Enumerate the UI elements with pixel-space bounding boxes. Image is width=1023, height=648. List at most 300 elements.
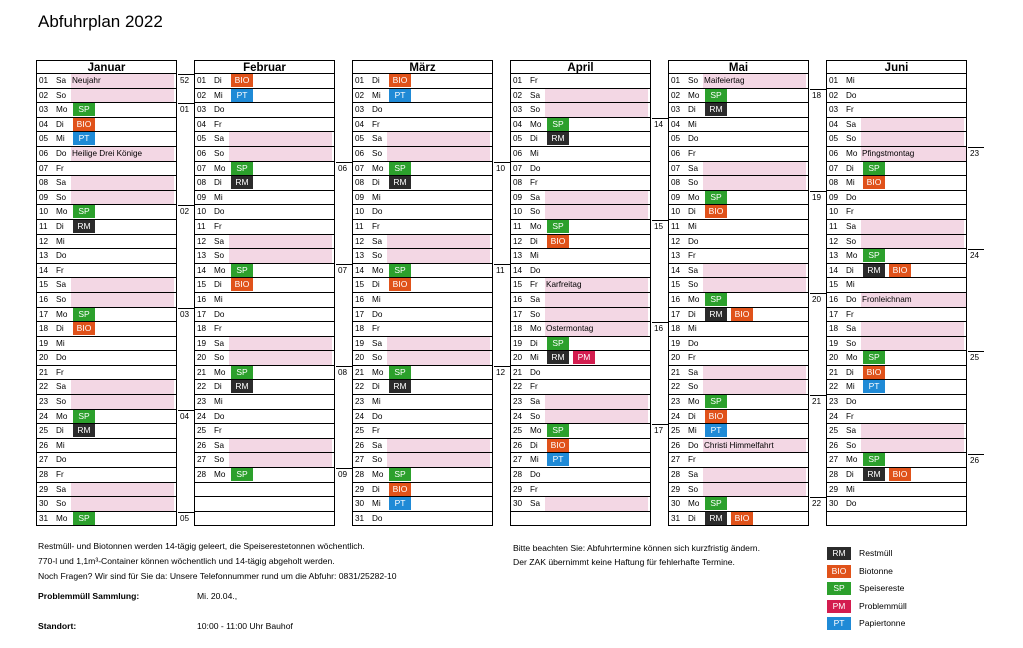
weekday: So xyxy=(372,455,383,465)
badge-bio: BIO xyxy=(863,366,885,379)
badge-sp: SP xyxy=(547,118,569,131)
day-row xyxy=(826,293,967,308)
weekday: Di xyxy=(56,221,64,231)
badge-pt: PT xyxy=(389,497,411,510)
weekday: Mi xyxy=(214,90,223,100)
day-row xyxy=(194,162,335,177)
weekday: Do xyxy=(530,265,541,275)
weekday: Sa xyxy=(688,367,699,377)
weekday: Sa xyxy=(214,440,225,450)
weekday: Sa xyxy=(530,192,541,202)
day-number: 20 xyxy=(355,353,365,363)
weekday: Do xyxy=(214,309,225,319)
weekday: Mi xyxy=(688,324,697,334)
day-number: 16 xyxy=(829,294,839,304)
day-row xyxy=(352,308,493,323)
badge-sp: SP xyxy=(827,582,851,595)
day-number: 05 xyxy=(513,134,523,144)
day-row xyxy=(510,497,651,512)
day-row xyxy=(668,380,809,395)
month-mai xyxy=(668,60,809,526)
day-row xyxy=(194,191,335,206)
day-number: 18 xyxy=(197,324,207,334)
weekday: Mo xyxy=(846,251,858,261)
badge-bio: BIO xyxy=(889,468,911,481)
weekend-shade xyxy=(703,468,806,482)
weekend-shade xyxy=(387,439,490,453)
weekend-shade xyxy=(861,439,964,453)
week-number: 03 xyxy=(180,309,190,319)
weekday: Di xyxy=(846,470,854,480)
badge-bio: BIO xyxy=(231,278,253,291)
badge-bio: BIO xyxy=(73,118,95,131)
month-header: Juni xyxy=(826,60,967,74)
badge-sp: SP xyxy=(231,264,253,277)
weekday: Mo xyxy=(846,148,858,158)
day-row xyxy=(668,483,809,498)
day-row xyxy=(352,468,493,483)
day-number: 01 xyxy=(197,76,207,85)
day-number: 06 xyxy=(197,148,207,158)
badge-bio: BIO xyxy=(547,235,569,248)
weekday: Mi xyxy=(688,426,697,436)
badge-sp: SP xyxy=(547,337,569,350)
day-number: 23 xyxy=(355,397,365,407)
day-row xyxy=(510,264,651,279)
day-row xyxy=(36,512,177,527)
weekday: Di xyxy=(372,280,380,290)
day-number: 17 xyxy=(197,309,207,319)
day-number: 27 xyxy=(671,455,681,465)
day-number: 14 xyxy=(513,265,523,275)
day-number: 24 xyxy=(829,411,839,421)
day-row xyxy=(510,249,651,264)
day-number: 20 xyxy=(197,353,207,363)
weekday: Mo xyxy=(372,265,384,275)
badge-rm: RM xyxy=(73,424,95,437)
day-number: 21 xyxy=(39,367,49,377)
day-number: 10 xyxy=(355,207,365,217)
empty-row xyxy=(194,483,335,498)
holiday-name: Ostermontag xyxy=(546,324,594,334)
day-row xyxy=(36,205,177,220)
badge-sp: SP xyxy=(863,162,885,175)
badge-bio: BIO xyxy=(231,74,253,87)
day-row xyxy=(668,162,809,177)
week-number: 12 xyxy=(496,368,506,377)
weekday: Di xyxy=(846,367,854,377)
holiday-name: Heilige Drei Könige xyxy=(72,148,143,158)
day-row xyxy=(510,453,651,468)
day-number: 18 xyxy=(829,324,839,334)
badge-sp: SP xyxy=(73,103,95,116)
weekday: So xyxy=(214,455,225,465)
weekday: Do xyxy=(56,353,67,363)
day-number: 20 xyxy=(829,353,839,363)
day-row xyxy=(352,162,493,177)
day-number: 20 xyxy=(513,353,523,363)
day-number: 03 xyxy=(39,105,49,115)
day-row xyxy=(826,366,967,381)
day-row xyxy=(352,176,493,191)
day-number: 19 xyxy=(513,338,523,348)
weekday: Mi xyxy=(846,382,855,392)
day-number: 23 xyxy=(671,397,681,407)
day-number: 16 xyxy=(39,294,49,304)
weekday: Do xyxy=(372,207,383,217)
day-row xyxy=(510,89,651,104)
weekend-shade xyxy=(703,483,806,497)
day-row xyxy=(194,235,335,250)
day-row xyxy=(668,89,809,104)
day-number: 13 xyxy=(355,251,365,261)
day-number: 10 xyxy=(39,207,49,217)
weekday: Di xyxy=(372,76,380,85)
weekday: Mi xyxy=(846,280,855,290)
weekend-shade xyxy=(71,293,174,307)
weekday: So xyxy=(846,236,857,246)
weekend-shade xyxy=(387,337,490,351)
badge-sp: SP xyxy=(73,205,95,218)
badge-pt: PT xyxy=(705,424,727,437)
weekday: So xyxy=(846,338,857,348)
week-number: 06 xyxy=(338,163,348,173)
day-row xyxy=(36,220,177,235)
badge-rm: RM xyxy=(547,132,569,145)
day-row xyxy=(352,483,493,498)
day-row xyxy=(510,380,651,395)
day-number: 29 xyxy=(829,484,839,494)
day-row xyxy=(36,249,177,264)
day-number: 05 xyxy=(197,134,207,144)
day-row xyxy=(826,162,967,177)
weekday: Fr xyxy=(530,280,538,290)
problem-label: Problemmüll Sammlung: xyxy=(38,591,140,601)
day-row xyxy=(510,176,651,191)
day-row xyxy=(826,453,967,468)
day-row xyxy=(194,147,335,162)
day-number: 13 xyxy=(197,251,207,261)
week-divider xyxy=(178,74,194,75)
day-row xyxy=(826,468,967,483)
day-number: 23 xyxy=(829,397,839,407)
day-number: 25 xyxy=(197,426,207,436)
weekday: So xyxy=(56,499,67,509)
day-number: 04 xyxy=(197,119,207,129)
day-row xyxy=(510,468,651,483)
weekday: Mo xyxy=(688,499,700,509)
day-row xyxy=(194,453,335,468)
weekday: Mi xyxy=(372,294,381,304)
day-number: 03 xyxy=(829,105,839,115)
badge-sp: SP xyxy=(547,220,569,233)
weekend-shade xyxy=(71,176,174,190)
day-number: 13 xyxy=(513,251,523,261)
week-divider xyxy=(652,118,668,119)
day-number: 06 xyxy=(513,148,523,158)
weekday: Fr xyxy=(688,353,696,363)
day-row xyxy=(352,147,493,162)
weekday: Di xyxy=(372,382,380,392)
weekday: So xyxy=(214,353,225,363)
weekday: Sa xyxy=(846,221,857,231)
day-row xyxy=(352,380,493,395)
day-row xyxy=(194,176,335,191)
day-number: 01 xyxy=(513,76,523,85)
weekday: Mo xyxy=(530,119,542,129)
weekday: Di xyxy=(530,236,538,246)
day-number: 19 xyxy=(671,338,681,348)
month-april xyxy=(510,60,651,526)
weekday: Di xyxy=(530,440,538,450)
day-number: 12 xyxy=(197,236,207,246)
day-row xyxy=(826,483,967,498)
day-number: 12 xyxy=(671,236,681,246)
day-row xyxy=(36,191,177,206)
weekday: Do xyxy=(846,499,857,509)
day-number: 24 xyxy=(197,411,207,421)
weekend-shade xyxy=(387,249,490,263)
week-number: 23 xyxy=(970,149,980,158)
day-number: 09 xyxy=(355,192,365,202)
day-number: 19 xyxy=(829,338,839,348)
day-row xyxy=(668,308,809,323)
day-number: 26 xyxy=(829,440,839,450)
weekday: Do xyxy=(846,90,857,100)
weekday: Mi xyxy=(56,338,65,348)
week-number: 21 xyxy=(812,397,822,407)
weekday: So xyxy=(372,251,383,261)
day-number: 14 xyxy=(829,265,839,275)
day-number: 15 xyxy=(355,280,365,290)
week-divider xyxy=(968,249,984,250)
weekday: Do xyxy=(372,309,383,319)
weekday: Fr xyxy=(530,484,538,494)
day-number: 31 xyxy=(671,513,681,523)
day-number: 05 xyxy=(671,134,681,144)
badge-bio: BIO xyxy=(889,264,911,277)
badge-sp: SP xyxy=(389,366,411,379)
note-line-1: Bitte beachten Sie: Abfuhrtermine können sich kurzfristig ändern. xyxy=(513,543,760,553)
day-number: 25 xyxy=(513,426,523,436)
day-row xyxy=(668,147,809,162)
week-divider xyxy=(178,512,194,513)
day-number: 25 xyxy=(39,426,49,436)
weekend-shade xyxy=(703,264,806,278)
weekday: Mo xyxy=(688,90,700,100)
day-row xyxy=(668,278,809,293)
day-row xyxy=(826,249,967,264)
day-number: 09 xyxy=(197,192,207,202)
weekend-shade xyxy=(861,322,964,336)
day-number: 16 xyxy=(197,294,207,304)
week-number: 07 xyxy=(338,265,348,275)
day-row xyxy=(826,235,967,250)
weekday: Mi xyxy=(688,221,697,231)
weekend-shade xyxy=(229,132,332,146)
weekday: Sa xyxy=(846,324,857,334)
day-row xyxy=(668,220,809,235)
weekday: Di xyxy=(214,76,222,85)
day-row xyxy=(826,497,967,512)
day-number: 26 xyxy=(513,440,523,450)
weekday: Fr xyxy=(56,367,64,377)
day-number: 31 xyxy=(39,513,49,523)
day-row xyxy=(826,337,967,352)
badge-sp: SP xyxy=(231,366,253,379)
week-number: 15 xyxy=(654,222,664,231)
week-number: 26 xyxy=(970,455,980,465)
day-row xyxy=(352,191,493,206)
day-number: 18 xyxy=(513,324,523,334)
weekend-shade xyxy=(545,308,648,322)
day-row xyxy=(510,205,651,220)
weekday: Fr xyxy=(530,382,538,392)
day-row xyxy=(194,103,335,118)
day-row xyxy=(668,264,809,279)
weekend-shade xyxy=(703,162,806,176)
day-number: 21 xyxy=(671,367,681,377)
day-number: 03 xyxy=(513,105,523,115)
weekday: Do xyxy=(688,134,699,144)
weekday: Di xyxy=(56,324,64,334)
day-number: 14 xyxy=(671,265,681,275)
badge-bio: BIO xyxy=(705,410,727,423)
day-number: 16 xyxy=(355,294,365,304)
day-number: 26 xyxy=(671,440,681,450)
day-number: 27 xyxy=(39,455,49,465)
day-number: 15 xyxy=(39,280,49,290)
day-number: 07 xyxy=(355,163,365,173)
empty-row xyxy=(194,497,335,512)
week-number: 25 xyxy=(970,353,980,363)
month-header: Januar xyxy=(36,60,177,74)
weekday: Mo xyxy=(530,426,542,436)
weekday: Mo xyxy=(846,455,858,465)
badge-bio: BIO xyxy=(705,205,727,218)
weekend-shade xyxy=(545,103,648,117)
weekday: Sa xyxy=(56,178,67,188)
day-number: 24 xyxy=(39,411,49,421)
day-number: 29 xyxy=(39,484,49,494)
day-row xyxy=(194,89,335,104)
day-number: 02 xyxy=(671,90,681,100)
badge-bio: BIO xyxy=(389,483,411,496)
standort-value: 10:00 - 11:00 Uhr Bauhof xyxy=(197,621,293,631)
weekday: Mo xyxy=(530,324,542,334)
day-number: 04 xyxy=(39,119,49,129)
holiday-name: Maifeiertag xyxy=(704,76,745,85)
day-row xyxy=(668,395,809,410)
day-row xyxy=(352,205,493,220)
day-number: 12 xyxy=(39,236,49,246)
week-number: 20 xyxy=(812,295,822,304)
day-number: 12 xyxy=(829,236,839,246)
weekday: Sa xyxy=(372,134,383,144)
day-row xyxy=(352,235,493,250)
weekday: So xyxy=(688,382,699,392)
weekend-shade xyxy=(387,453,490,467)
weekday: Mi xyxy=(530,251,539,261)
weekday: Do xyxy=(530,470,541,480)
day-number: 25 xyxy=(355,426,365,436)
badge-rm: RM xyxy=(231,176,253,189)
weekend-shade xyxy=(71,380,174,394)
holiday-name: Fronleichnam xyxy=(862,294,912,304)
weekday: Fr xyxy=(530,178,538,188)
weekday: Do xyxy=(56,148,67,158)
day-number: 11 xyxy=(197,221,206,231)
weekend-shade xyxy=(71,89,174,103)
day-number: 02 xyxy=(829,90,839,100)
day-row xyxy=(668,497,809,512)
day-row xyxy=(826,132,967,147)
badge-bio: BIO xyxy=(731,512,753,525)
day-row xyxy=(826,74,967,89)
day-number: 14 xyxy=(197,265,207,275)
day-row xyxy=(668,322,809,337)
day-row xyxy=(668,293,809,308)
badge-sp: SP xyxy=(73,308,95,321)
weekday: Mi xyxy=(214,192,223,202)
day-row xyxy=(36,74,177,89)
weekday: Fr xyxy=(530,76,538,85)
week-divider xyxy=(178,308,194,309)
day-row xyxy=(826,176,967,191)
day-row xyxy=(352,497,493,512)
weekday: Fr xyxy=(56,470,64,480)
week-divider xyxy=(810,395,826,396)
day-number: 17 xyxy=(829,309,839,319)
day-number: 01 xyxy=(829,76,839,85)
weekday: Do xyxy=(846,294,857,304)
badge-rm: RM xyxy=(705,512,727,525)
weekday: Do xyxy=(846,397,857,407)
day-number: 23 xyxy=(39,397,49,407)
weekday: Mo xyxy=(56,309,68,319)
weekend-shade xyxy=(229,351,332,365)
day-row xyxy=(510,293,651,308)
weekend-shade xyxy=(229,453,332,467)
month-märz xyxy=(352,60,493,526)
day-number: 28 xyxy=(513,470,523,480)
day-row xyxy=(352,351,493,366)
weekday: Fr xyxy=(688,148,696,158)
day-number: 08 xyxy=(39,178,49,188)
weekend-shade xyxy=(229,337,332,351)
day-number: 26 xyxy=(39,440,49,450)
day-number: 30 xyxy=(829,499,839,509)
day-row xyxy=(352,366,493,381)
day-row xyxy=(826,264,967,279)
week-number: 14 xyxy=(654,119,664,129)
badge-sp: SP xyxy=(389,468,411,481)
day-number: 24 xyxy=(671,411,681,421)
week-divider xyxy=(178,103,194,104)
day-number: 27 xyxy=(355,455,365,465)
badge-rm: RM xyxy=(231,380,253,393)
weekday: Fr xyxy=(688,455,696,465)
day-row xyxy=(826,395,967,410)
month-februar xyxy=(194,60,335,526)
day-number: 11 xyxy=(829,221,838,231)
day-row xyxy=(510,322,651,337)
day-row xyxy=(36,424,177,439)
weekday: Sa xyxy=(372,236,383,246)
legend-label: Speisereste xyxy=(859,583,905,593)
badge-sp: SP xyxy=(231,468,253,481)
day-number: 26 xyxy=(197,440,207,450)
